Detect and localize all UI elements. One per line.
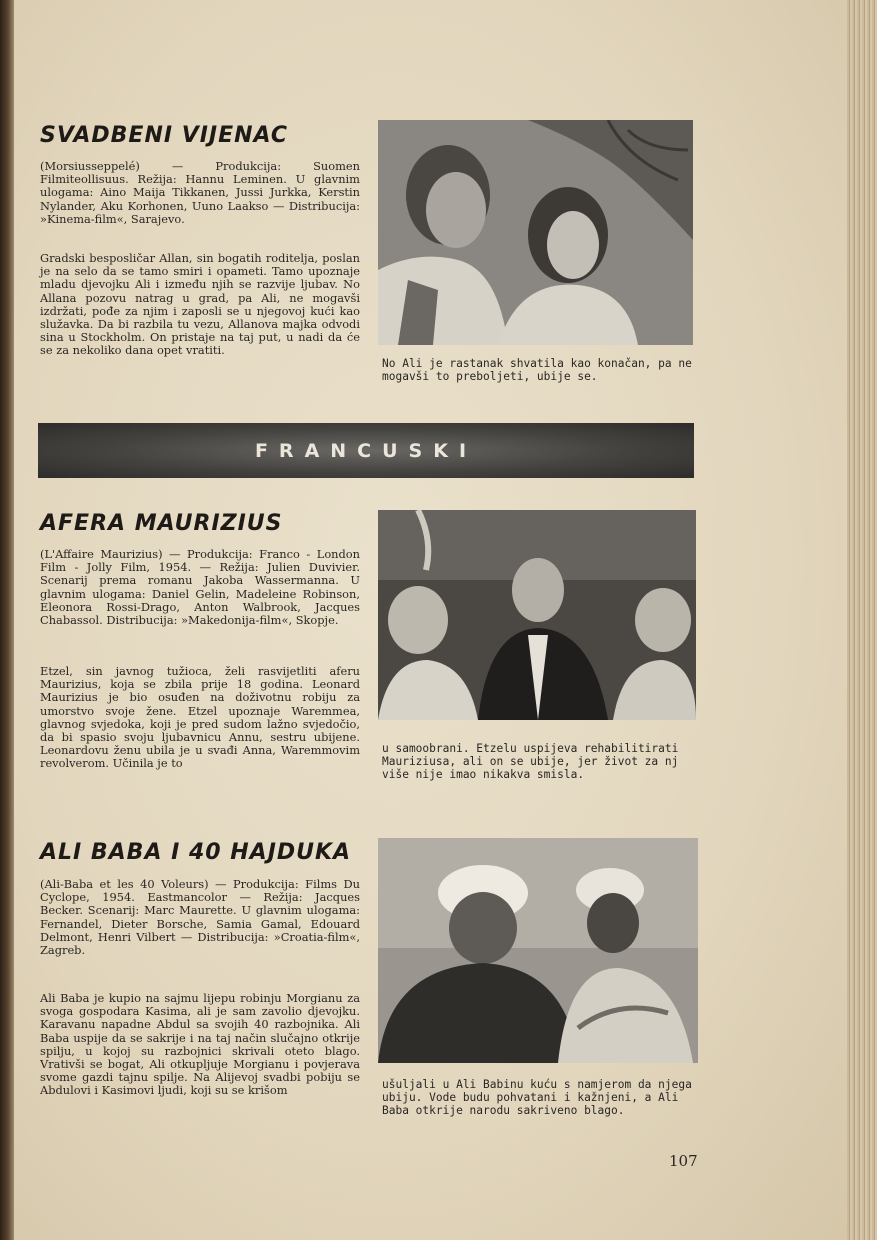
page-edges bbox=[847, 0, 877, 1240]
article-title-ali-baba: ALI BABA I 40 HAJDUKA bbox=[40, 840, 352, 865]
film-still-afera-maurizius bbox=[378, 510, 696, 720]
film-still-svadbeni-vijenac bbox=[378, 120, 693, 345]
section-banner-label: FRANCUSKI bbox=[254, 439, 478, 462]
article-title-afera-maurizius: AFERA MAURIZIUS bbox=[40, 511, 283, 536]
photo-turbans-icon bbox=[378, 838, 698, 1063]
photo-caption: No Ali je rastanak shvatila kao konačan, pa ne mogavši to preboljeti, ubije se. bbox=[382, 357, 692, 383]
article-credits: (L'Affaire Maurizius) — Produkcija: Franco - London Film - Jolly Film, 1954. — Režija: Julien Duvivier. Scenarij prema romanu Jakoba Wassermanna. U glavnim ulogama: Daniel Gelin, Madeleine Robinson, Eleonora Rossi-Drago, Anton Walbrook, Jacques Chabassol. Distribucija: »Makedonija-film«, Skopje. bbox=[40, 547, 360, 628]
article-body: Ali Baba je kupio na sajmu lijepu robinju Morgianu za svoga gospodara Kasima, ali je sam zavolio djevojku. Karavanu napadne Abdul sa svojih 40 razbojnika. Ali Baba uspije da se sakrije i na taj način slučajno otkrije spilju, u kojoj su razbojnici skrivali oteto blago. Vrativši se bogat, Ali otkupljuje Morgianu i povjerava svome gazdi tajnu spilje. Na Alijevoj svadbi pobiju se Abdulovi i Kasimovi ljudi, koji su se krišom bbox=[40, 991, 360, 1098]
photo-caption: u samoobrani. Etzelu uspijeva rehabilitirati Mauriziusa, ali on se ubije, jer život za nj više nije imao nikakva smisla. bbox=[382, 742, 679, 781]
article-body: Gradski besposličar Allan, sin bogatih roditelja, poslan je na selo da se tamo smiri i opameti. Tamo upoznaje mladu djevojku Ali i između njih se razvije ljubav. No Allana pozovu natrag u grad, pa Ali, ne mogavši izdržati, pođe za njim i zaposli se u njegovoj kući kao služavka. Da bi razbila tu vezu, Allanova majka odvodi sina u Stockholm. On pristaje na taj put, u nadi da će se za nekoliko dana opet vratiti. bbox=[40, 251, 360, 358]
article-title-svadbeni-vijenac: SVADBENI VIJENAC bbox=[40, 123, 289, 148]
photo-caption: ušuljali u Ali Babinu kuću s namjerom da njega ubiju. Vode budu pohvatani i kažnjeni, a Ali Baba otkrije narodu sakriveno blago. bbox=[382, 1078, 692, 1117]
section-banner bbox=[38, 423, 694, 478]
film-still-ali-baba bbox=[378, 838, 698, 1063]
photo-trio-icon bbox=[378, 510, 696, 720]
article-body: Etzel, sin javnog tužioca, želi rasvijetliti aferu Maurizius, koja se zbila prije 18 godina. Leonard Maurizius je bio osuđen na doživotnu robiju za umorstvo svoje žene. Etzel upoznaje Waremmea, glavnog svjedoka, koji je pred sudom lažno svjedočio, da bi spasio svoju ljubavnicu Annu, sestru ubijene. Leonardovu ženu ubila je u svađi Anna, Waremmovim revolverom. Učinila je to bbox=[40, 664, 360, 771]
article-credits: (Morsiusseppelé) — Produkcija: Suomen Filmiteollisuus. Režija: Hannu Leminen. U glavnim ulogama: Aino Maija Tikkanen, Jussi Jurkka, Kerstin Nylander, Aku Korhonen, Uuno Laakso — Distribucija: »Kinema-film«, Sarajevo. bbox=[40, 159, 360, 226]
article-credits: (Ali-Baba et les 40 Voleurs) — Produkcija: Films Du Cyclope, 1954. Eastmancolor — Režija: Jacques Becker. Scenarij: Marc Maurette. U glavnim ulogama: Fernandel, Dieter Borsche, Samia Gamal, Edouard Delmont, Henri Vilbert — Distribucija: »Croatia-film«, Zagreb. bbox=[40, 877, 360, 958]
photo-couple-icon bbox=[378, 120, 693, 345]
page-number: 107 bbox=[669, 1152, 698, 1170]
